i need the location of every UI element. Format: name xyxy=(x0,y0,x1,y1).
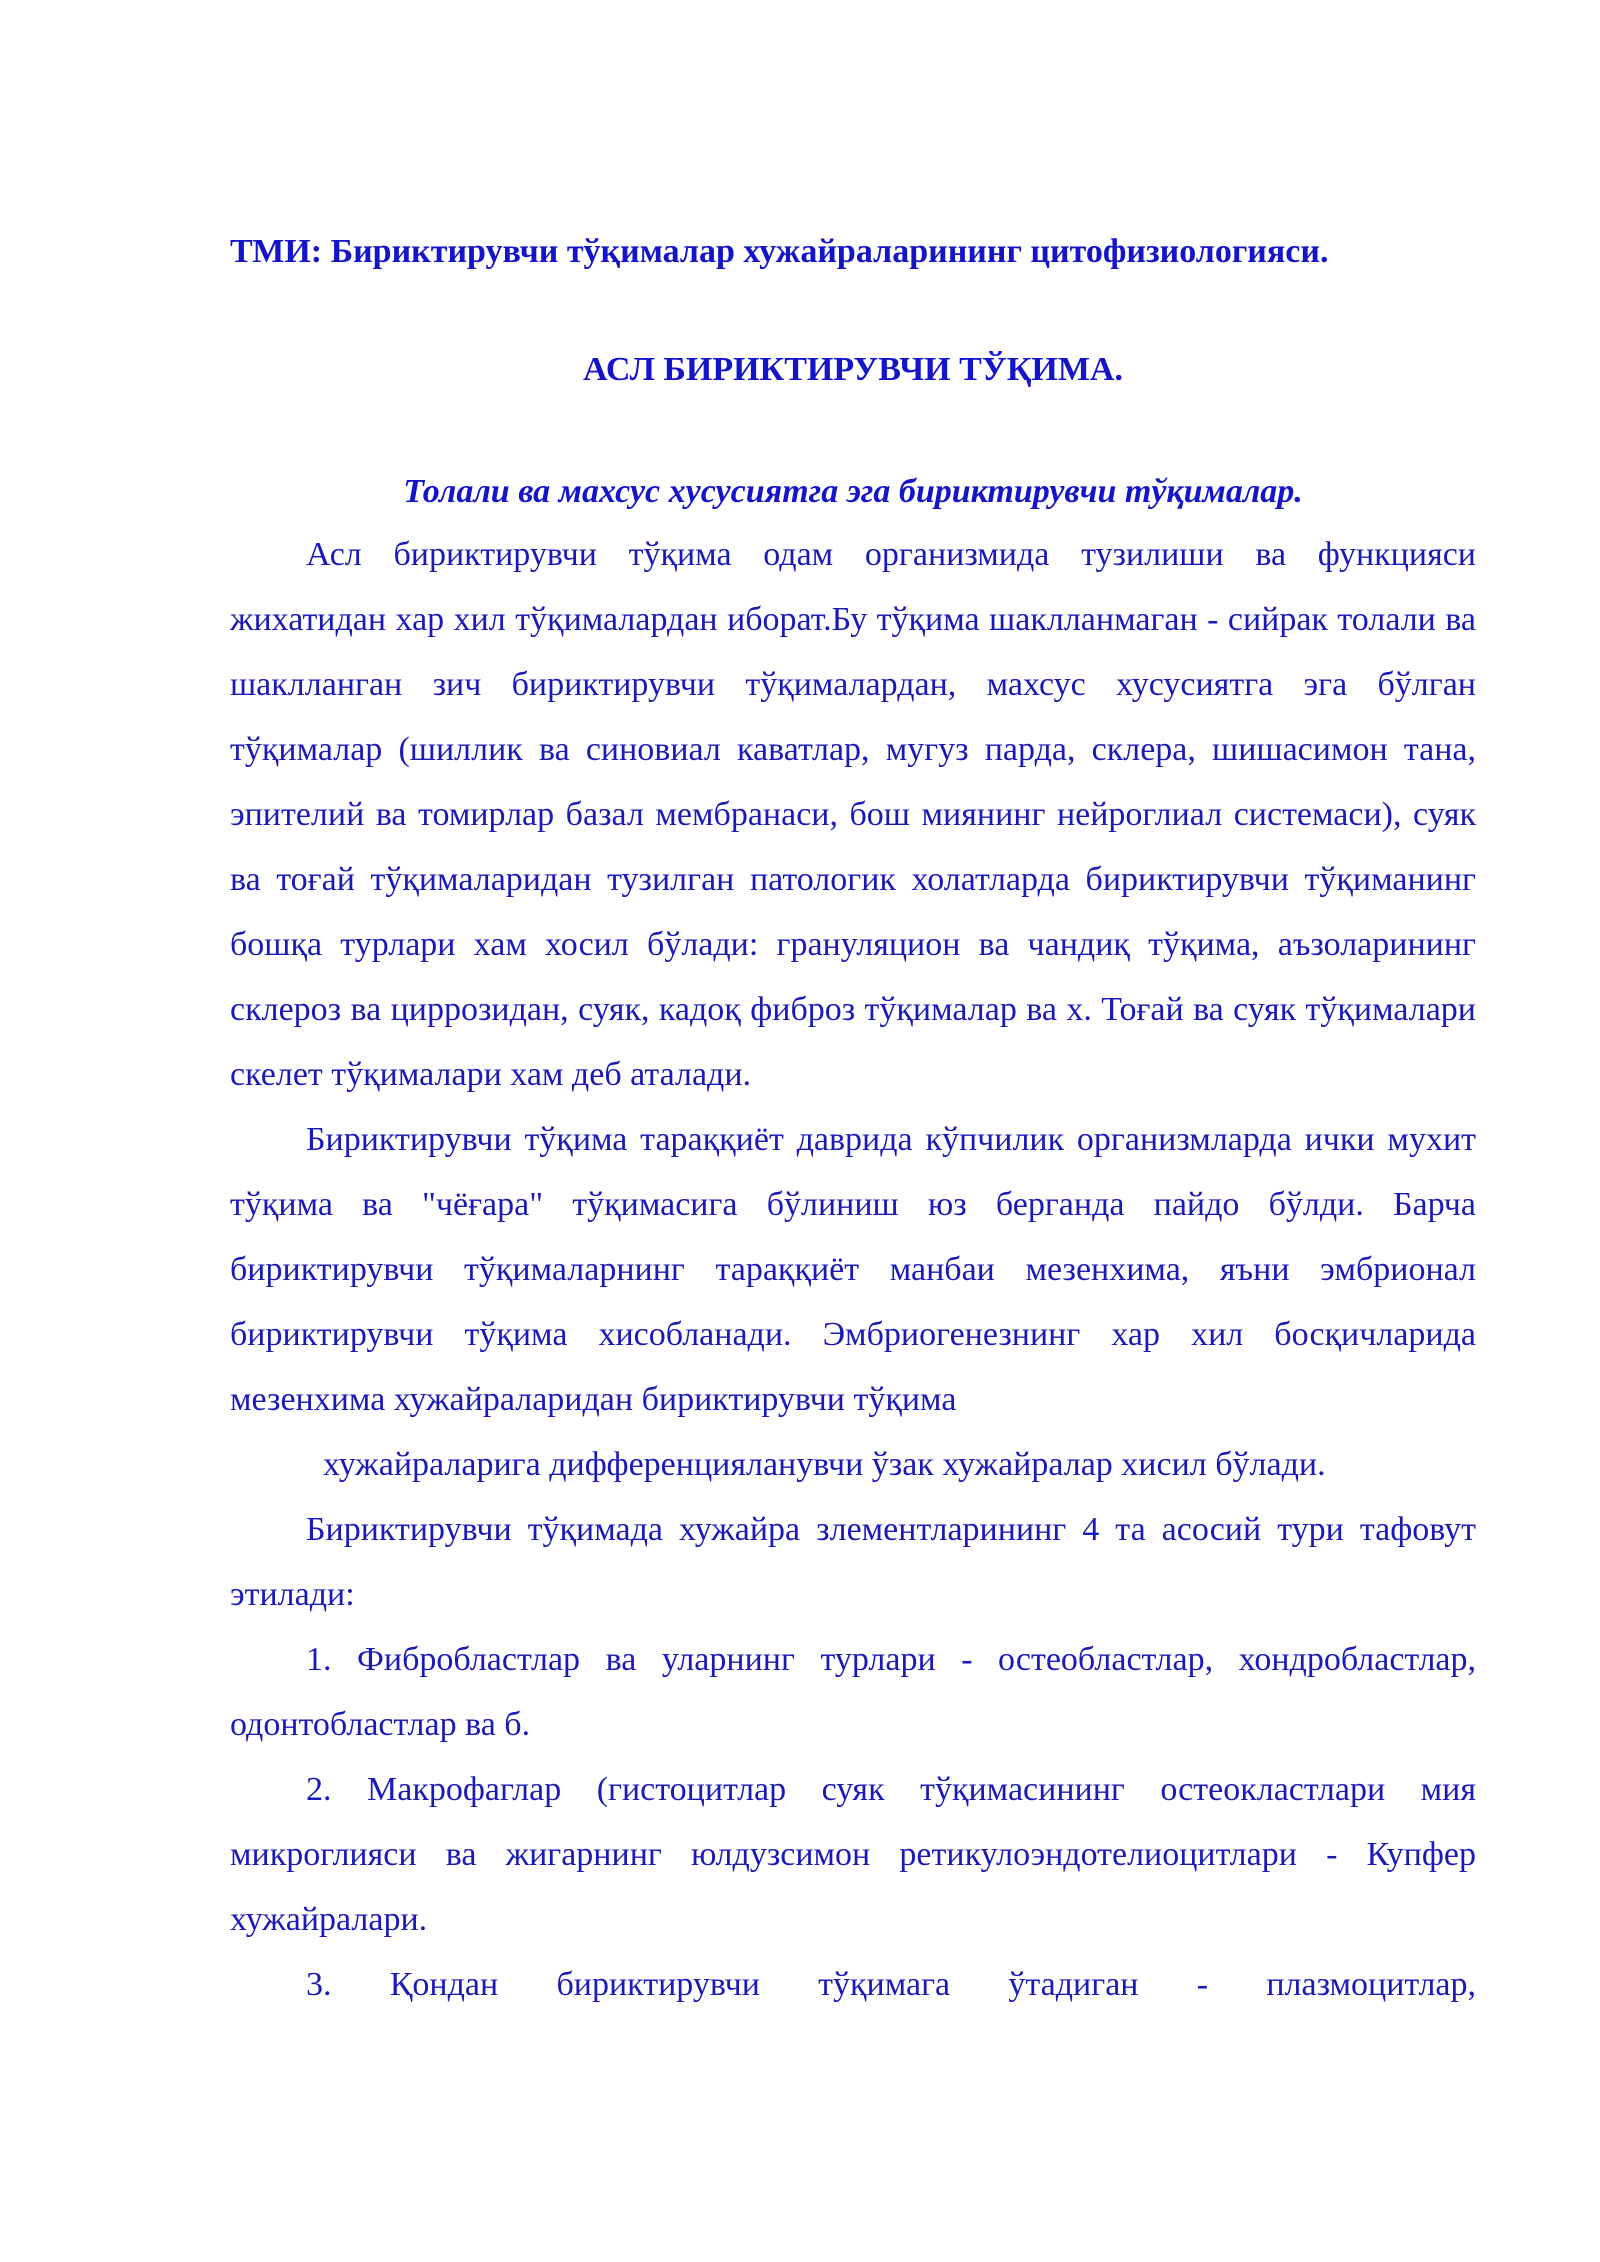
list-item: 1. Фибробластлар ва уларнинг турлари - остеобластлар, хондробластлар, одонтобластлар ва б. xyxy=(230,1641,1476,1743)
document-page xyxy=(230,222,1476,2017)
document-title: ТМИ: Бириктирувчи тўқималар хужайраларининг цитофизиологияси. xyxy=(230,233,1329,270)
list-item: 3. Қондан бириктирувчи тўқимага ўтадиган - плазмоцитлар, xyxy=(306,1966,1476,2003)
section-heading: АСЛ БИРИКТИРУВЧИ ТЎҚИМА. xyxy=(583,351,1123,388)
paragraph: хужайраларига дифференцияланувчи ўзак хужайралар хисил бўлади. xyxy=(323,1446,1326,1483)
paragraph: Асл бириктирувчи тўқима одам организмида тузилиши ва функцияси жихатидан хар хил тўқималардан иборат.Бу тўқима шаклланмаган - сийрак толали ва шаклланган зич бириктирувчи тўқималардан, махсус хусусиятга эга бўлган тўқималар (шиллик ва синовиал каватлар, мугуз парда, склера, шишасимон тана, эпителий ва томирлар базал мембранаси, бош миянинг нейроглиал системаси), суяк ва тоғай тўқималаридан тузилган патологик холатларда бириктирувчи тўқиманинг бошқа турлари хам хосил бўлади: грануляцион ва чандиқ тўқима, аъзоларининг склероз ва циррозидан, суяк, кадоқ фиброз тўқималар ва х. Тоғай ва суяк тўқималари скелет тўқималари хам деб аталади. xyxy=(230,536,1476,1093)
paragraph: Бириктирувчи тўқима тараққиёт даврида кўпчилик организмларда ички мухит тўқима ва "чёғара" тўқимасига бўлиниш юз берганда пайдо бўлди. Барча бириктирувчи тўқималарнинг тараққиёт манбаи мезенхима, яъни эмбрионал бириктирувчи тўқима хисобланади. Эмбриогенезнинг хар хил босқичларида мезенхима хужайраларидан бириктирувчи тўқима xyxy=(230,1121,1476,1418)
paragraph: Бириктирувчи тўқимада хужайра злементларининг 4 та асосий тури тафовут этилади: xyxy=(230,1511,1476,1613)
section-subheading: Толали ва махсус хусусиятга эга бириктирувчи тўқималар. xyxy=(403,473,1303,510)
list-item: 2. Макрофаглар (гистоцитлар суяк тўқимасининг остеокластлари мия микроглияси ва жигарнинг юлдузсимон ретикулоэндотелиоцитлари - Купфер хужайралари. xyxy=(230,1771,1476,1938)
